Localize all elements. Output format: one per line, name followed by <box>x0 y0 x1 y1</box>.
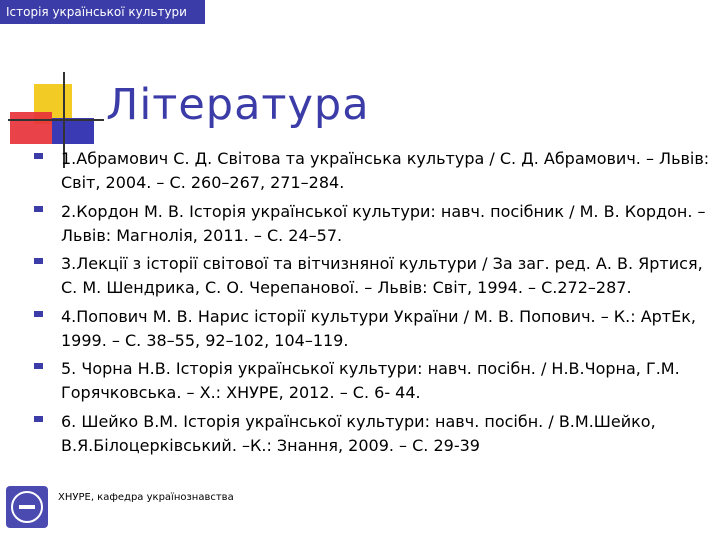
list-item-text: 6. Шейко В.М. Історія української культури: навч. посібн. / В.М.Шейко, В.Я.Білоцерківський. –К.: Знання, 2009. – С. 29-39 <box>61 411 656 455</box>
logo-bar <box>19 505 35 509</box>
reference-list <box>34 147 714 463</box>
list-item <box>34 410 714 458</box>
list-item <box>34 147 714 195</box>
list-item <box>34 252 714 300</box>
list-item <box>34 357 714 405</box>
bullet-icon <box>34 416 43 422</box>
bullet-icon <box>34 258 43 264</box>
header-bar <box>0 0 205 24</box>
bullet-icon <box>34 363 43 369</box>
list-item <box>34 200 714 248</box>
list-item-text: 4.Попович М. В. Нарис історії культури України / М. В. Попович. – К.: АртЕк, 1999. – С. 38–55, 92–102, 104–119. <box>61 306 696 350</box>
bullet-icon <box>34 206 43 212</box>
bullet-icon <box>34 311 43 317</box>
decor-blue-square <box>52 118 94 144</box>
list-item-text: 3.Лекції з історії світової та вітчизняної культури / За заг. ред. А. В. Яртися, С. М. Шендрика, С. О. Черепанової. – Львів: Світ, 1994. – С.272–287. <box>61 254 703 298</box>
footer-text: ХНУРЕ, кафедра українознавства <box>58 492 234 503</box>
bullet-icon <box>34 153 43 159</box>
list-item-text: 2.Кордон М. В. Історія української культури: навч. посібник / М. В. Кордон. – Львів: Магнолія, 2011. – С. 24–57. <box>61 201 706 245</box>
university-logo-icon <box>6 486 48 528</box>
list-item <box>34 305 714 353</box>
slide-title: Література <box>106 80 370 130</box>
list-item-text: 1.Абрамович С. Д. Світова та українська культура / С. Д. Абрамович. – Львів: Світ, 2004. – С. 260–267, 271–284. <box>61 149 710 192</box>
decor-red-square <box>10 112 52 144</box>
header-text: Історія української культури <box>6 5 187 19</box>
list-item-text: 5. Чорна Н.В. Історія української культури: навч. посібн. / Н.В.Чорна, Г.М. Горячковська. – Х.: ХНУРЕ, 2012. – С. 6- 44. <box>61 359 680 403</box>
decor-horizontal-line <box>8 119 104 121</box>
